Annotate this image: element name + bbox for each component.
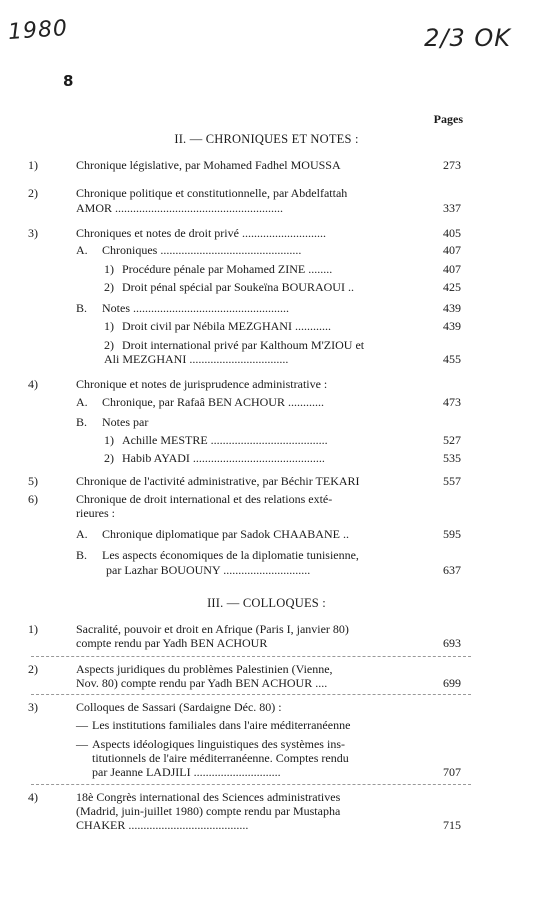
entry-number: 1) xyxy=(28,622,38,636)
entry-text: Chronique, par Rafaâ BEN ACHOUR ............ xyxy=(102,395,324,409)
entry-number: 2) xyxy=(28,662,38,676)
entry-number: 3) xyxy=(28,226,38,240)
entry-text: Chroniques ............................................... xyxy=(102,243,302,257)
entry-text: par Lazhar BOUOUNY ............................. xyxy=(106,563,311,577)
section-title-chroniques: II. — CHRONIQUES ET NOTES : xyxy=(174,132,359,146)
entry-text: Notes par xyxy=(102,415,149,429)
section-title-colloques: III. — COLLOQUES : xyxy=(207,596,326,610)
entry-number: 2) xyxy=(28,186,38,200)
handwritten-year: 1980 xyxy=(7,15,69,46)
entry-text: Chronique de droit international et des relations exté- xyxy=(76,492,333,506)
entry-text: Sacralité, pouvoir et droit en Afrique (Paris I, janvier 80) xyxy=(76,622,349,636)
entry-page: 337 xyxy=(443,201,461,215)
entry-number: 1) xyxy=(104,262,114,276)
entry-number: 2) xyxy=(104,451,114,465)
divider xyxy=(31,656,471,658)
entry-page: 693 xyxy=(443,636,461,650)
entry-page: 407 xyxy=(443,262,461,276)
entry-page: 557 xyxy=(443,474,461,488)
entry-text: Chronique législative, par Mohamed Fadhel MOUSSA xyxy=(76,158,341,172)
entry-page: 699 xyxy=(443,676,461,690)
entry-text: — Aspects idéologiques linguistiques des systèmes ins- xyxy=(76,737,345,751)
entry-text: Nov. 80) compte rendu par Yadh BEN ACHOUR .... xyxy=(76,676,328,690)
entry-number: B. xyxy=(76,548,88,562)
entry-page: 439 xyxy=(443,319,461,333)
entry-text: Chronique politique et constitutionnelle, par Abdelfattah xyxy=(76,186,348,200)
entry-page: 527 xyxy=(443,433,461,447)
entry-text: Ali MEZGHANI ................................. xyxy=(104,352,289,366)
entry-number: 1) xyxy=(104,319,114,333)
entry-page: 405 xyxy=(443,226,461,240)
entry-number: 2) xyxy=(104,338,114,352)
entry-text: CHAKER ........................................ xyxy=(76,818,249,832)
entry-text: Achille MESTRE ....................................... xyxy=(122,433,328,447)
entry-page: 425 xyxy=(443,280,461,294)
entry-page: 535 xyxy=(443,451,461,465)
page-number: 8 xyxy=(63,72,74,90)
entry-page: 637 xyxy=(443,563,461,577)
entry-number: A. xyxy=(76,527,88,541)
entry-text: Notes .................................................... xyxy=(102,301,289,315)
entry-text: Aspects juridiques du problèmes Palestinien (Vienne, xyxy=(76,662,333,676)
entry-text: titutionnels de l'aire méditerranéenne. Comptes rendu xyxy=(92,751,349,765)
entry-number: A. xyxy=(76,395,88,409)
entry-number: 3) xyxy=(28,700,38,714)
entry-text: — Les institutions familiales dans l'aire méditerranéenne xyxy=(76,718,351,732)
entry-page: 273 xyxy=(443,158,461,172)
entry-text: Les aspects économiques de la diplomatie tunisienne, xyxy=(102,548,359,562)
entry-text: Chronique de l'activité administrative, par Béchir TEKARI xyxy=(76,474,360,488)
entry-number: A. xyxy=(76,243,88,257)
pages-column-label: Pages xyxy=(433,112,463,126)
entry-text: Chronique et notes de jurisprudence administrative : xyxy=(76,377,328,391)
entry-number: B. xyxy=(76,301,88,315)
entry-text: Chroniques et notes de droit privé ............................ xyxy=(76,226,326,240)
entry-text: compte rendu par Yadh BEN ACHOUR xyxy=(76,636,268,650)
entry-text: (Madrid, juin-juillet 1980) compte rendu par Mustapha xyxy=(76,804,341,818)
entry-text: AMOR ........................................................ xyxy=(76,201,284,215)
entry-number: 2) xyxy=(104,280,114,294)
entry-number: 4) xyxy=(28,377,38,391)
entry-text: Procédure pénale par Mohamed ZINE ........ xyxy=(122,262,333,276)
entry-text: Droit civil par Nébila MEZGHANI ............ xyxy=(122,319,331,333)
entry-page: 595 xyxy=(443,527,461,541)
handwritten-note: 2/3 OK xyxy=(424,24,511,52)
entry-text: Colloques de Sassari (Sardaigne Déc. 80) : xyxy=(76,700,282,714)
entry-text: Chronique diplomatique par Sadok CHAABANE .. xyxy=(102,527,349,541)
entry-text: Droit pénal spécial par Soukeïna BOURAOUI .. xyxy=(122,280,354,294)
entry-page: 715 xyxy=(443,818,461,832)
entry-page: 439 xyxy=(443,301,461,315)
divider xyxy=(31,694,471,696)
entry-text: rieures : xyxy=(76,506,115,520)
entry-page: 407 xyxy=(443,243,461,257)
entry-page: 707 xyxy=(443,765,461,779)
entry-number: 5) xyxy=(28,474,38,488)
divider xyxy=(31,784,471,786)
entry-number: 4) xyxy=(28,790,38,804)
entry-text: par Jeanne LADJILI ............................. xyxy=(92,765,281,779)
entry-text: Droit international privé par Kalthoum M'ZIOU et xyxy=(122,338,365,352)
entry-number: 6) xyxy=(28,492,38,506)
entry-number: 1) xyxy=(28,158,38,172)
entry-page: 473 xyxy=(443,395,461,409)
entry-number: B. xyxy=(76,415,88,429)
entry-text: Habib AYADI ............................................ xyxy=(122,451,325,465)
entry-page: 455 xyxy=(443,352,461,366)
entry-text: 18è Congrès international des Sciences administratives xyxy=(76,790,341,804)
entry-number: 1) xyxy=(104,433,114,447)
